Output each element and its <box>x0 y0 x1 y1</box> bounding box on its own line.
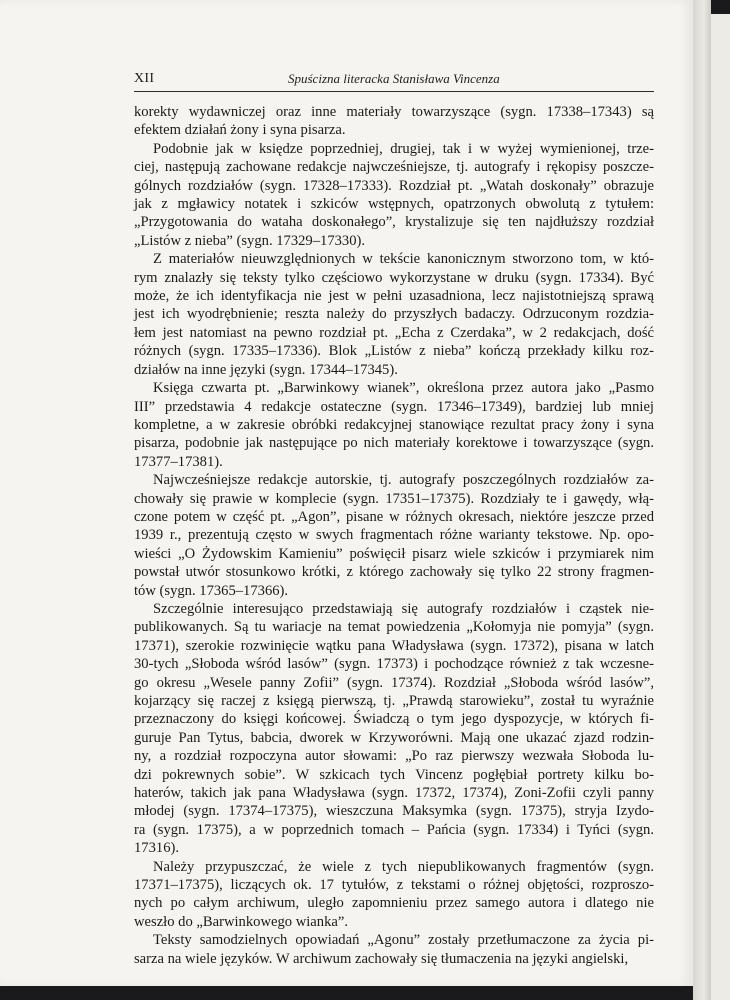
paragraph <box>134 858 654 932</box>
paragraph <box>134 600 654 858</box>
text-line: 1939 r., prezentują często w swych fragmentach różne warianty tekstowe. Np. opo- <box>134 527 654 544</box>
text-line: tów (sygn. 17365–17366). <box>134 582 289 599</box>
text-line: 17371), szerokie rozwinięcie wątku pana Władysława (sygn. 17372), pisana w latch <box>134 637 654 654</box>
text-line: Teksty samodzielnych opowiadań „Agonu” zostały przetłumaczone za życia pi- <box>153 932 654 949</box>
text-line: weszło do „Barwinkowego wianka”. <box>134 913 348 930</box>
text-line: łem jest natomiast na pewno rozdział pt. „Echa z Czerdaka”, w 2 redakcjach, dość <box>134 324 654 341</box>
next-page-edge <box>711 14 730 1000</box>
text-line: 17316). <box>134 840 179 857</box>
text-line: go okresu „Wesele panny Zofii” (sygn. 17374). Rozdział „Słoboda wśród lasów”, <box>134 674 654 691</box>
text-line: jak z mgławicy notatek i szkiców wstępnych, opatrzonych obwolutą z tytułem: <box>134 196 654 213</box>
text-line: powstał utwór stosunkowo krótki, z którego zachowały się tylko 22 strony fragmen- <box>134 564 654 581</box>
text-line: przeznaczony do księgi końcowej. Świadczą o tym jego dyspozycje, w których fi- <box>134 711 654 728</box>
text-line: korekty wydawniczej oraz inne materiały towarzyszące (sygn. 17338–17343) są <box>134 104 654 120</box>
text-line: Najwcześniejsze redakcje autorskie, tj. autografy poszczególnych rozdziałów za- <box>153 472 654 489</box>
text-line: pisarza, podobnie jak następujące po nich materiały korektowe i towarzyszące (sygn. <box>134 435 654 452</box>
paragraph <box>134 103 654 140</box>
text-line: Szczególnie interesująco przedstawiają się autografy rozdziałów i cząstek nie- <box>153 600 654 617</box>
page-number: XII <box>134 71 155 86</box>
text-line: 30-tych „Słoboda wśród lasów” (sygn. 17373) i pochodzące również z tak wczesne- <box>134 656 654 673</box>
paragraph <box>134 250 654 379</box>
text-line: III” przedstawia 4 redakcje ostateczne (sygn. 17346–17349), bardziej lub mniej <box>134 398 654 415</box>
text-line: Księga czwarta pt. „Barwinkowy wianek”, określona przez autora jako „Pasmo <box>153 380 654 397</box>
text-line: Podobnie jak w księdze poprzedniej, drugiej, tak i w wyżej wymienionej, trze- <box>153 140 654 157</box>
text-line: chowały się prawie w komplecie (sygn. 17351–17375). Rozdziały te i gawędy, włą- <box>134 490 654 507</box>
text-line: sarza na wiele języków. W archiwum zachowały się tłumaczenia na języki angielski, <box>134 950 629 967</box>
text-line: może, że ich identyfikacja nie jest w pełni uzasadniona, lecz najistotniejszą sprawą <box>134 288 654 305</box>
text-line: dzi pokrewnych sobie”. W szkicach tych Vincenz pogłębiał portrety kilku bo- <box>134 766 654 783</box>
text-line: 17377–17381). <box>134 453 223 470</box>
text-line: rym znalazły się teksty tylko częściowo wykorzystane w druku (sygn. 17334). Być <box>134 269 654 286</box>
text-line: wieści „O Żydowskim Kamieniu” poświęcił pisarz wiele szkiców i przymiarek nim <box>134 545 654 562</box>
text-line: młodej (sygn. 17374–17375), wieszczuna Maksymka (sygn. 17375), stryja Izydo- <box>134 803 654 820</box>
page-edge-shadow <box>693 0 711 1000</box>
text-line: czone potem w część pt. „Agon”, pisane w różnych okresach, niektóre jeszcze przed <box>134 508 654 525</box>
text-line: guruje Pan Tytus, babcia, dworek w Krzyworówni. Mają one ukazać zjazd rodzin- <box>134 729 654 746</box>
text-line: ny, a rozdział rozpoczyna autor słowami: „Po raz pierwszy wezwała Słoboda lu- <box>134 748 654 765</box>
text-line: efektem działań żony i syna pisarza. <box>134 122 346 139</box>
text-line: „Listów z nieba” (sygn. 17329–17330). <box>134 232 366 249</box>
text-line: jest ich wyodrębnienie; reszta należy do przyszłych badaczy. Odrzuconym rozdzia- <box>134 306 654 323</box>
text-line: ra (sygn. 17375), a w poprzednich tomach – Pańcia (sygn. 17334) i Tyńci (sygn. <box>134 821 654 838</box>
paragraph <box>134 931 654 968</box>
text-line: publikowanych. Są tu wariacje na temat powiedzenia „Kołomyja nie pomyja” (sygn. <box>134 619 654 636</box>
text-line: różnych (sygn. 17335–17336). Blok „Listów z nieba” kończą przekłady kilku roz- <box>134 343 654 360</box>
text-line: „Przygotowania do wataha doskonałego”, krystalizuje się ten najdłuższy rozdział <box>134 214 654 231</box>
body-text <box>134 103 654 968</box>
text-line: kojarzący się raczej z księgą pierwszą, tj. „Prawdą starowieku”, został tu wyraźnie <box>134 693 654 709</box>
text-line: Należy przypuszczać, że wiele z tych niepublikowanych fragmentów (sygn. <box>153 858 654 875</box>
text-line: Z materiałów nieuwzględnionych w tekście kanonicznym stworzono tom, w któ- <box>153 251 654 268</box>
text-line: nych po całym archiwum, uległo zapomnieniu przez samego autora i dlatego nie <box>134 895 654 912</box>
text-line: działów na inne języki (sygn. 17344–17345). <box>134 361 398 378</box>
text-line: kompletne, a w zakresie obróbki redakcyjnej stanowiące rezultat pracy żony i syna <box>134 416 654 433</box>
text-line: haterów, takich jak pana Władysława (sygn. 17372, 17374), Zoni-Zofii czyli panny <box>134 785 654 802</box>
text-line: ciej, następują zachowane redakcje najwcześniejsze, tj. autografy i rękopisy poszcze- <box>134 159 654 176</box>
running-head <box>134 71 654 92</box>
text-line: gólnych rozdziałów (sygn. 17328–17333). Rozdział pt. „Watah doskonały” obrazuje <box>134 177 654 194</box>
paragraph <box>134 471 654 600</box>
paragraph <box>134 140 654 250</box>
running-title: Spuścizna literacka Stanisława Vincenza <box>288 71 500 86</box>
text-line: 17371–17375), liczących ok. 17 tytułów, z tekstami o różnej objętości, rozproszo- <box>134 877 654 894</box>
paragraph <box>134 379 654 471</box>
